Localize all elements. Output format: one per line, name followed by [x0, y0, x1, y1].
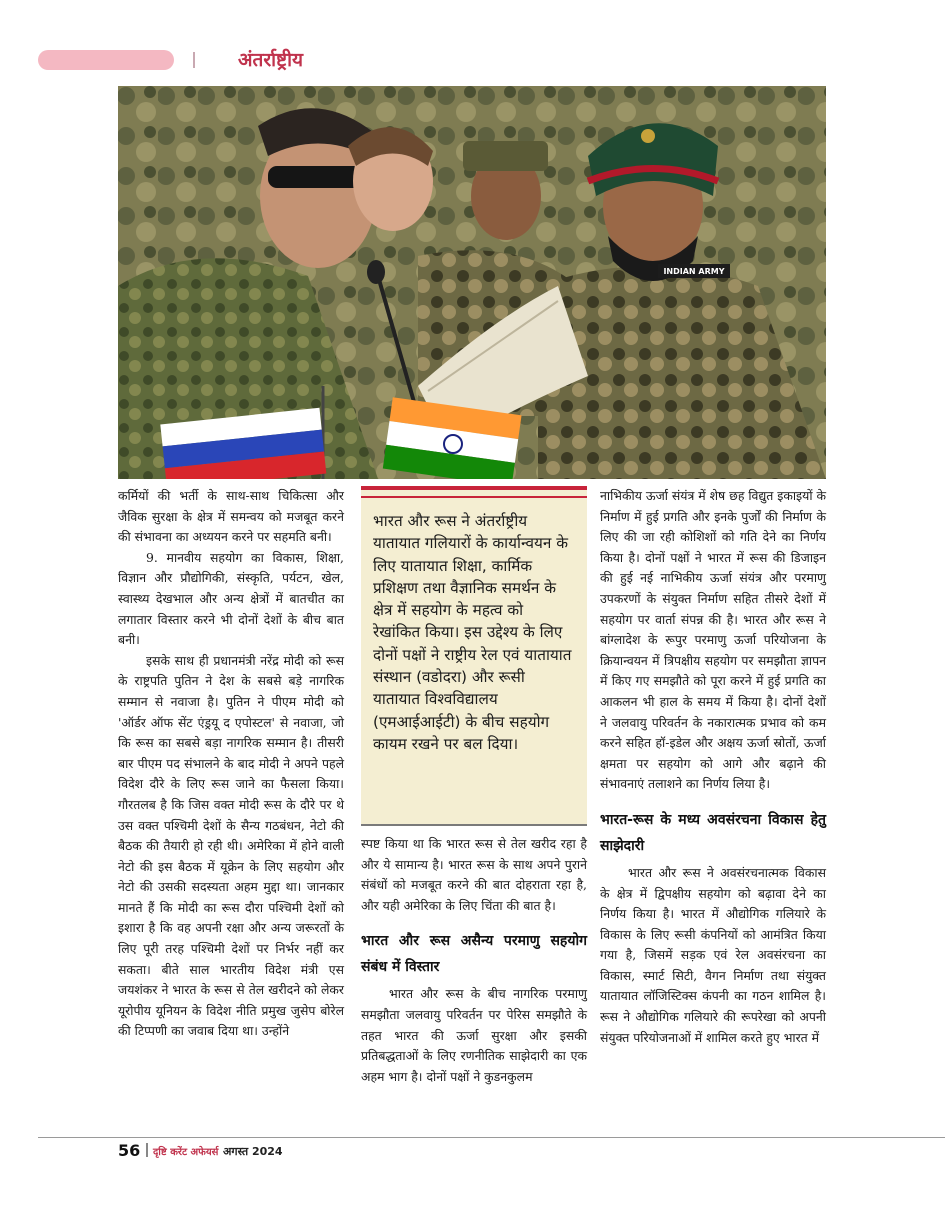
column-2	[361, 834, 587, 1087]
footer-rule	[38, 1137, 945, 1138]
col3-heading: भारत-रूस के मध्य अवसंरचना विकास हेतु साझेदारी	[600, 811, 826, 854]
pull-quote-box	[361, 486, 587, 826]
badge-text: INDIAN ARMY	[663, 267, 725, 276]
col1-para-1: कर्मियों की भर्ती के साथ-साथ चिकित्सा और जैविक सुरक्षा के क्षेत्र में समन्वय को मजबूत करने की संभावना का अध्ययन करने पर सहमति बनी।	[118, 488, 344, 545]
column-3	[600, 486, 826, 1048]
section-title: अंतर्राष्ट्रीय	[238, 49, 304, 71]
pull-quote-text: भारत और रूस ने अंतर्राष्ट्रीय यातायात गलियारों के कार्यान्वयन के लिए यातायात शिक्षा, कार्मिक प्रशिक्षण तथा वैज्ञानिक समर्थन के क्षेत्र में सहयोग के महत्व को रेखांकित किया। इस उद्देश्य के लिए दोनों पक्षों ने राष्ट्रीय रेल एवं यातायात संस्थान (वडोदरा) और रूसी यातायात विश्वविद्यालय (एमआईआईटी) के बीच सहयोग कायम रखने पर बल दिया।	[373, 512, 572, 753]
header-pill	[38, 50, 174, 70]
footer-separator	[146, 1143, 148, 1157]
article-photo	[118, 86, 826, 479]
page-number: 56	[118, 1141, 141, 1160]
quote-accent-bar	[361, 496, 587, 498]
col1-para-2: 9. मानवीय सहयोग का विकास, शिक्षा, विज्ञान और प्रौद्योगिकी, संस्कृति, पर्यटन, खेल, स्वास्थ्य देखभाल और अन्य क्षेत्रों में बातचीत का लगातार विस्तार करने भी दोनों देशों के बीच बात बनी।	[118, 549, 344, 648]
col1-para-3: इसके साथ ही प्रधानमंत्री नरेंद्र मोदी को रूस के राष्ट्रपति पुतिन ने देश के सबसे बड़े नागरिक सम्मान से नवाजा है। पुतिन ने पीएम मोदी को 'ऑर्डर ऑफ सेंट एंड्रयू द एपोस्टल' से नवाजा, जो कि रूस का सबसे बड़ा नागरिक सम्मान है। तीसरी बार पीएम पद संभालने के बाद मोदी ने अपने पहले विदेश दौरे के लिए रूस जाने का फैसला किया। गौरतलब है कि जिस वक्त मोदी रूस के दौरे पर थे उस वक्त पश्चिमी देशों के सैन्य गठबंधन, नेटो की बैठक की तैयारी हो रही थी। अमेरिका में होने वाली नेटो की इस बैठक में यूक्रेन के लिए सहयोग और नेटो की उसकी सदस्यता अहम मुद्दा था। जानकार मानते हैं कि मोदी का रूस दौरा पश्चिमी देशों को इशारा है कि वह अपनी रक्षा और अन्य जरूरतों के लिए पूरी तरह पश्चिमी देशों पर निर्भर नहीं कर सकता। बीते साल भारतीय विदेश मंत्री एस जयशंकर ने भारत के रूस से तेल खरीदने को लेकर यूरोपीय यूनियन के विदेश नीति प्रमुख जुसेप बोरेल की टिप्पणी का जवाब दिया था। उन्होंने	[118, 652, 344, 1039]
column-1	[118, 486, 344, 1042]
magazine-brand: दृष्टि करेंट अफेयर्स	[153, 1147, 219, 1158]
col2-heading: भारत और रूस असैन्य परमाणु सहयोग संबंध में विस्तार	[361, 933, 587, 976]
issue-date: अगस्त 2024	[223, 1145, 283, 1158]
header-separator	[193, 52, 195, 68]
col3-para-2: भारत और रूस ने अवसंरचनात्मक विकास के क्षेत्र में द्विपक्षीय सहयोग को बढ़ावा देने का निर्णय किया है। भारत में औद्योगिक गलियारे के विकास के लिए रूसी कंपनियों को आमंत्रित किया गया है, जिसमें सड़क एवं रेल अवसंरचना का विकास, स्मार्ट सिटी, वैगन निर्माण तथा संयुक्त यातायात लॉजिस्टिक्स कंपनी का गठन शामिल है। रूस ने औद्योगिक गलियारे की रूपरेखा को अपनी संयुक्त परियोजनाओं में शामिल करते हुए भारत में	[600, 864, 826, 1045]
col3-para-1: नाभिकीय ऊर्जा संयंत्र में शेष छह विद्युत इकाइयों के निर्माण में हुई प्रगति और इनके पुर्जों की निर्माण के लिए की जा रही कोशिशों को गति देने का निर्णय किया है। दोनों पक्षों ने भारत में रूस की डिजाइन की हुई नई नाभिकीय ऊर्जा संयंत्र और परमाणु उपकरणों के संयुक्त निर्माण सहित तीसरे देशों में सहयोग पर वार्ता संपन्न की है। भारत और रूस ने बांग्लादेश के रूपुर परमाणु ऊर्जा परियोजना के क्रियान्वयन में त्रिपक्षीय सहयोग पर समझौता ज्ञापन में किए गए समझौते को पूरा करने में हुई प्रगति का आकलन भी हाल के समय में किया है। दोनों देशों ने जलवायु परिवर्तन के नकारात्मक प्रभाव को कम करने सहित हॉ-इडेल और अक्षय ऊर्जा स्रोतों, ऊर्जा क्षमता पर सहयोग को आगे और बढ़ाने की संभावनाएं तलाशने का निर्णय लिया है।	[600, 488, 826, 792]
col2-para-1: स्पष्ट किया था कि भारत रूस से तेल खरीद रहा है और ये सामान्य है। भारत रूस के साथ अपने पुराने संबंधों को मजबूत करने की बात दोहराता रहा है, और यही अमेरिका के लिए चिंता की बात है।	[361, 836, 587, 913]
col2-para-2: भारत और रूस के बीच नागरिक परमाणु समझौता जलवायु परिवर्तन पर पेरिस समझौते के तहत भारत की ऊर्जा सुरक्षा और इसकी प्रतिबद्धताओं के लिए रणनीतिक साझेदारी का एक अहम भाग है। दोनों पक्षों ने कुडनकुलम	[361, 986, 587, 1084]
